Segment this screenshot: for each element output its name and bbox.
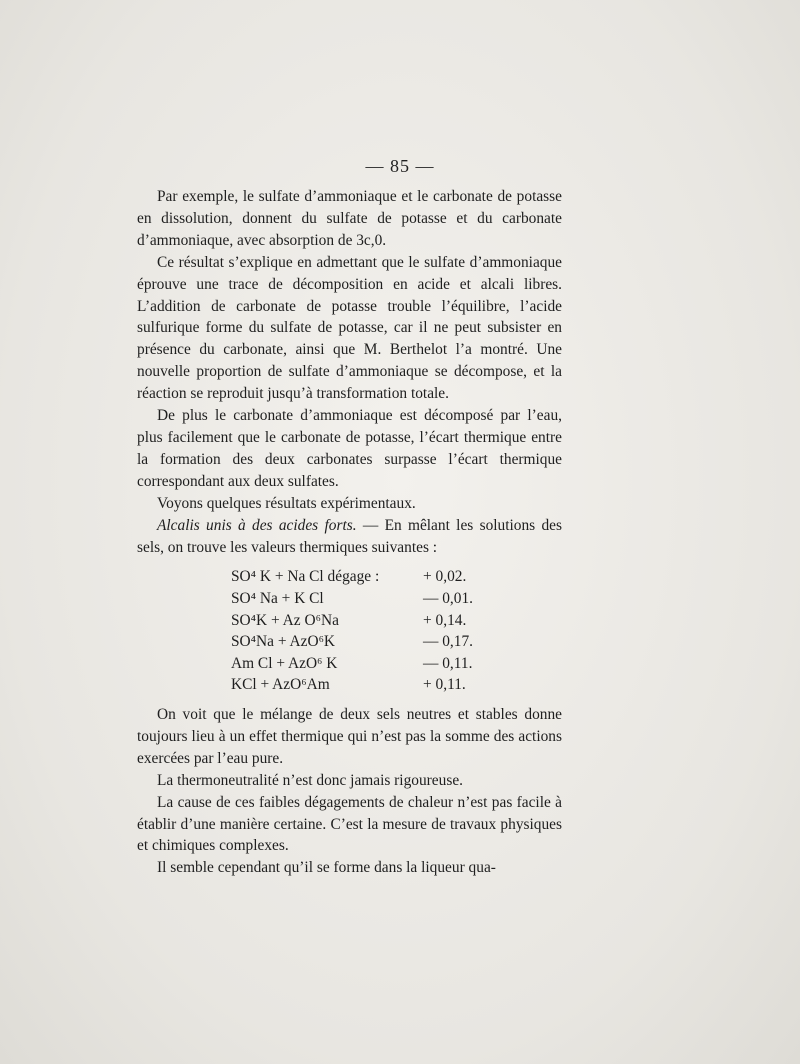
alcalis-heading: Alcalis unis à des acides forts. xyxy=(157,516,357,534)
reaction-value: + 0,11. xyxy=(423,676,466,694)
reaction-formula: SO⁴ K + Na Cl dégage : xyxy=(231,568,380,586)
reaction-value: — 0,17. xyxy=(423,633,474,651)
reaction-row xyxy=(231,653,473,675)
reaction-value: — 0,01. xyxy=(423,590,474,607)
reaction-row xyxy=(231,588,473,610)
paragraph-thermoneutrality: La thermoneutralité n’est donc jamais rigoureuse. xyxy=(157,771,463,789)
paragraph-explanation: Ce résultat s’explique en admettant que le sulfate d’ammoniaque éprouve une trace de décomposition en acide et alcali libres. L’addition de carbonate de potasse trouble l’équilibre, l’acide sulfurique forme du sulfate de potasse, car il ne peut subsister en présence du carbonate, ainsi que M. Berthelot l’a montré. Une nouvelle proportion de sulfate d’ammoniaque se décompose, et la réaction se reproduit jusqu’à transformation totale. xyxy=(137,253,562,403)
reaction-formula: Am Cl + AzO⁶ K xyxy=(231,654,338,672)
reaction-row xyxy=(231,674,473,696)
paragraph-example: Par exemple, le sulfate d’ammoniaque et le carbonate de potasse en dissolution, donnent du sulfate de potasse et du carbonate d’ammoniaque, avec absorption de 3c,0. xyxy=(137,188,562,249)
reaction-formula: KCl + AzO⁶Am xyxy=(231,676,330,694)
paragraph-carbonate: De plus le carbonate d’ammoniaque est décomposé par l’eau, plus facilement que le carbonate de potasse, l’écart thermique entre la formation des deux carbonates surpasse l’écart thermique correspondant aux deux sulfates. xyxy=(137,407,562,490)
reaction-row xyxy=(231,610,473,632)
reaction-formula: SO⁴Na + AzO⁶K xyxy=(231,633,336,651)
reaction-value: — 0,11. xyxy=(423,654,473,672)
reaction-row xyxy=(231,566,473,588)
paragraph-results-intro: Voyons quelques résultats expérimentaux. xyxy=(157,494,416,512)
paragraph-alcalis xyxy=(137,515,562,559)
reaction-formula: SO⁴ Na + K Cl xyxy=(231,590,324,607)
reactions-table xyxy=(231,566,473,696)
reaction-row xyxy=(231,631,473,653)
reaction-value: + 0,02. xyxy=(423,568,467,586)
paragraph-liquor: Il semble cependant qu’il se forme dans la liqueur qua- xyxy=(157,859,496,877)
page-number: — 85 — xyxy=(365,156,435,176)
paragraph-cause: La cause de ces faibles dégagements de chaleur n’est pas facile à établir d’une manière certaine. C’est la mesure de travaux physiques et chimiques complexes. xyxy=(137,793,562,855)
paragraph-mixture: On voit que le mélange de deux sels neutres et stables donne toujours lieu à un effet thermique qui n’est pas la somme des actions exercées par l’eau pure. xyxy=(137,705,562,767)
alcalis-text: — En mêlant les solutions des sels, on trouve les valeurs thermiques suivantes : xyxy=(137,516,562,556)
page-body xyxy=(137,186,562,879)
reaction-formula: SO⁴K + Az O⁶Na xyxy=(231,611,339,629)
reaction-value: + 0,14. xyxy=(423,611,467,629)
